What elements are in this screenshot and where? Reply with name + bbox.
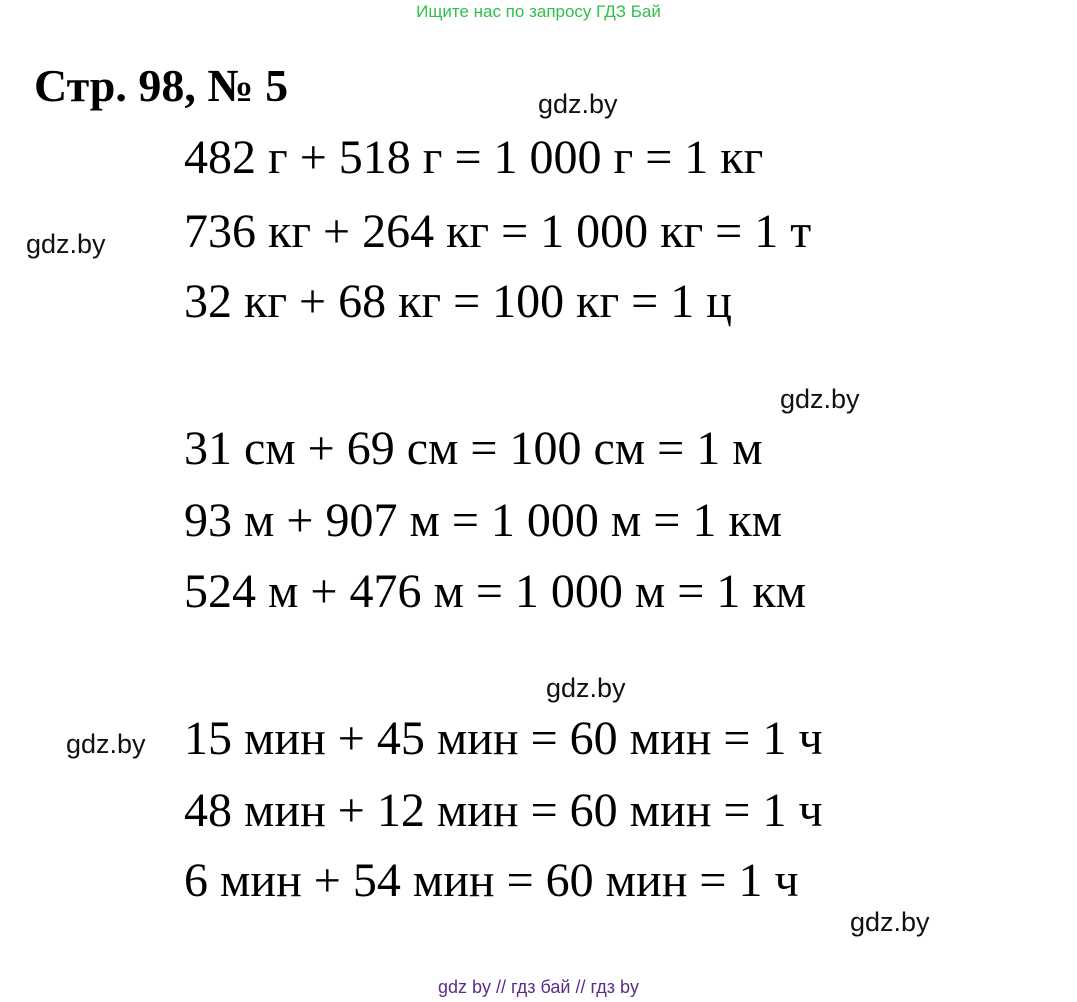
equation-line: 93 м + 907 м = 1 000 м = 1 км — [184, 494, 783, 547]
watermark: gdz.by — [538, 89, 618, 119]
watermark: gdz.by — [546, 673, 626, 703]
equation-line: 482 г + 518 г = 1 000 г = 1 кг — [184, 131, 764, 184]
top-banner: Ищите нас по запросу ГДЗ Бай — [416, 2, 661, 21]
equation-line: 32 кг + 68 кг = 100 кг = 1 ц — [184, 275, 732, 328]
watermark: gdz.by — [66, 729, 146, 759]
equation-line: 736 кг + 264 кг = 1 000 кг = 1 т — [184, 205, 812, 258]
equation-line: 48 мин + 12 мин = 60 мин = 1 ч — [184, 784, 823, 837]
equation-line: 31 см + 69 см = 100 см = 1 м — [184, 422, 763, 475]
page-title: Стр. 98, № 5 — [34, 60, 289, 111]
equation-line: 15 мин + 45 мин = 60 мин = 1 ч — [184, 712, 823, 765]
watermark: gdz.by — [780, 384, 860, 414]
watermark: gdz.by — [850, 907, 930, 937]
equation-line: 524 м + 476 м = 1 000 м = 1 км — [184, 565, 807, 618]
equation-line: 6 мин + 54 мин = 60 мин = 1 ч — [184, 854, 799, 907]
footer-links: gdz by // гдз бай // гдз by — [437, 977, 640, 997]
watermark: gdz.by — [26, 229, 106, 259]
